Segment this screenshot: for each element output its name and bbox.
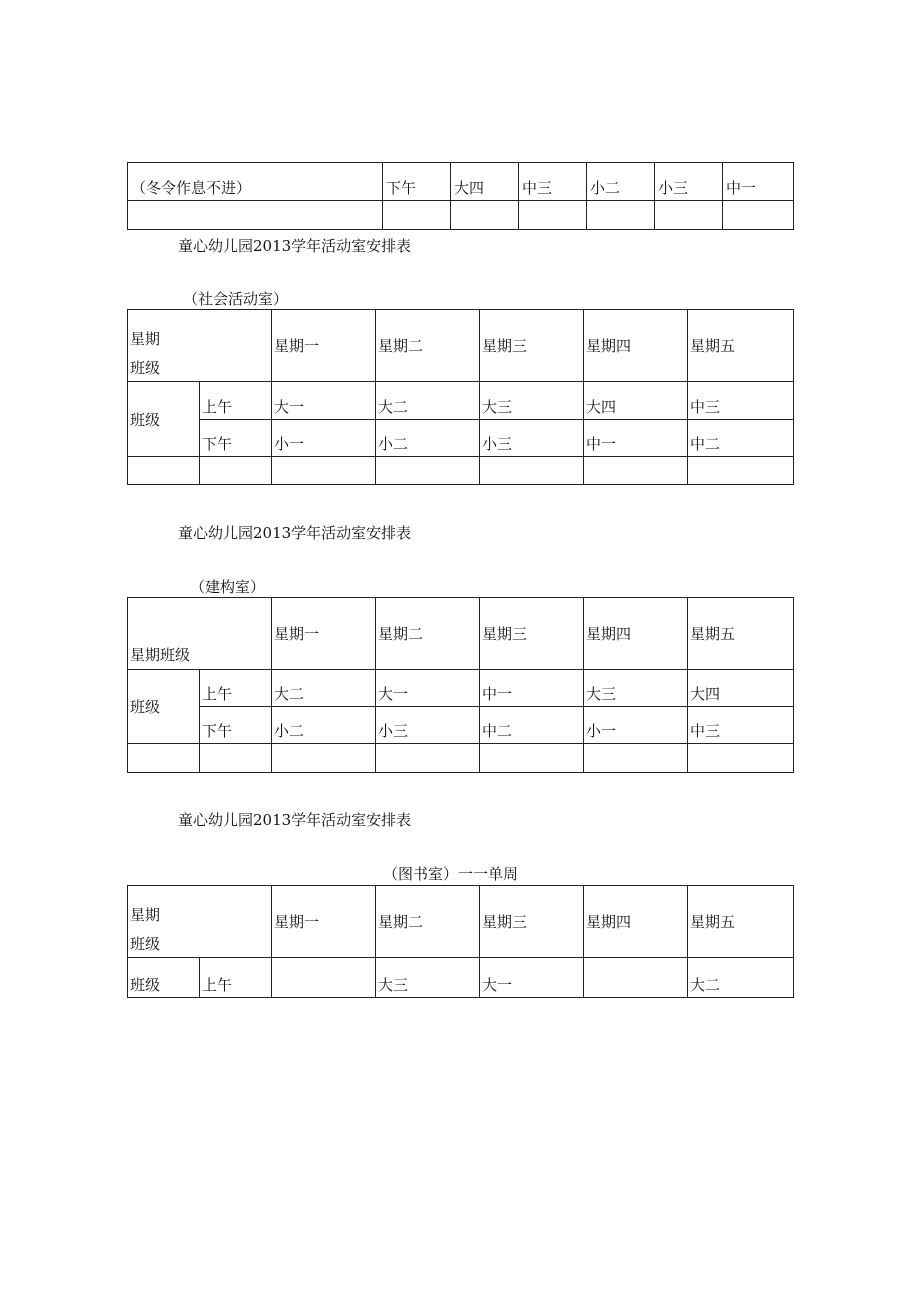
schedule-cell: 大四 bbox=[584, 382, 688, 420]
day-header: 星期四 bbox=[584, 598, 688, 670]
empty-cell bbox=[128, 744, 200, 773]
social-room-schedule-table bbox=[127, 309, 794, 485]
schedule-cell: 中二 bbox=[480, 707, 584, 744]
morning-label: 上午 bbox=[200, 382, 272, 420]
schedule-cell: 中三 bbox=[688, 382, 794, 420]
class-group-label: 班级 bbox=[128, 958, 200, 998]
room-title: （社会活动室） bbox=[183, 290, 289, 308]
schedule-cell: 大一 bbox=[272, 382, 376, 420]
afternoon-label: 下午 bbox=[200, 707, 272, 744]
empty-cell bbox=[451, 201, 519, 230]
table-corner-header bbox=[128, 310, 272, 382]
morning-label: 上午 bbox=[200, 670, 272, 707]
empty-cell bbox=[688, 457, 794, 485]
empty-cell bbox=[383, 201, 451, 230]
day-header: 星期二 bbox=[376, 598, 480, 670]
schedule-cell: 大一 bbox=[480, 958, 584, 998]
schedule-title: 童心幼儿园2013学年活动室安排表 bbox=[178, 237, 412, 255]
class-cell: 大四 bbox=[451, 163, 519, 201]
schedule-cell: 大三 bbox=[584, 670, 688, 707]
schedule-cell: 大三 bbox=[376, 958, 480, 998]
day-header: 星期五 bbox=[688, 598, 794, 670]
schedule-cell: 小二 bbox=[272, 707, 376, 744]
day-header: 星期三 bbox=[480, 886, 584, 958]
empty-cell bbox=[128, 201, 383, 230]
class-cell: 小二 bbox=[587, 163, 655, 201]
schedule-cell: 中二 bbox=[688, 420, 794, 457]
day-header: 星期五 bbox=[688, 886, 794, 958]
schedule-cell: 小三 bbox=[480, 420, 584, 457]
schedule-cell: 中一 bbox=[584, 420, 688, 457]
corner-weekday-label: 星期 bbox=[130, 905, 161, 924]
room-title: （图书室）一一单周 bbox=[383, 865, 519, 883]
schedule-cell: 小二 bbox=[376, 420, 480, 457]
day-header: 星期一 bbox=[272, 886, 376, 958]
construction-room-schedule-table bbox=[127, 597, 794, 773]
day-header: 星期二 bbox=[376, 310, 480, 382]
empty-cell bbox=[519, 201, 587, 230]
corner-weekday-label: 星期 bbox=[130, 329, 161, 348]
table-corner-header bbox=[128, 886, 272, 958]
empty-cell bbox=[723, 201, 794, 230]
table-corner-header: 星期班级 bbox=[128, 598, 272, 670]
period-cell: 下午 bbox=[383, 163, 451, 201]
empty-cell bbox=[587, 201, 655, 230]
class-cell: 小三 bbox=[655, 163, 723, 201]
corner-class-label: 班级 bbox=[130, 934, 161, 953]
empty-cell bbox=[480, 457, 584, 485]
schedule-cell bbox=[272, 958, 376, 998]
day-header: 星期三 bbox=[480, 310, 584, 382]
day-header: 星期四 bbox=[584, 886, 688, 958]
schedule-cell: 大二 bbox=[688, 958, 794, 998]
afternoon-label: 下午 bbox=[200, 420, 272, 457]
class-group-label: 班级 bbox=[128, 382, 200, 457]
empty-cell bbox=[584, 457, 688, 485]
schedule-cell: 中三 bbox=[688, 707, 794, 744]
empty-cell bbox=[655, 201, 723, 230]
empty-cell bbox=[200, 457, 272, 485]
schedule-title: 童心幼儿园2013学年活动室安排表 bbox=[178, 524, 412, 542]
schedule-cell: 大四 bbox=[688, 670, 794, 707]
empty-cell bbox=[272, 457, 376, 485]
schedule-cell: 小三 bbox=[376, 707, 480, 744]
class-cell: 中一 bbox=[723, 163, 794, 201]
class-cell: 中三 bbox=[519, 163, 587, 201]
empty-cell bbox=[376, 744, 480, 773]
empty-cell bbox=[200, 744, 272, 773]
empty-cell bbox=[688, 744, 794, 773]
day-header: 星期五 bbox=[688, 310, 794, 382]
schedule-cell: 小一 bbox=[584, 707, 688, 744]
empty-cell bbox=[376, 457, 480, 485]
day-header: 星期四 bbox=[584, 310, 688, 382]
morning-label: 上午 bbox=[200, 958, 272, 998]
corner-class-label: 班级 bbox=[130, 358, 161, 377]
schedule-cell: 大二 bbox=[376, 382, 480, 420]
empty-cell bbox=[272, 744, 376, 773]
winter-schedule-fragment-table bbox=[127, 162, 794, 230]
empty-cell bbox=[480, 744, 584, 773]
class-group-label: 班级 bbox=[128, 670, 200, 744]
day-header: 星期二 bbox=[376, 886, 480, 958]
library-schedule-table bbox=[127, 885, 794, 998]
schedule-title: 童心幼儿园2013学年活动室安排表 bbox=[178, 811, 412, 829]
schedule-cell: 中一 bbox=[480, 670, 584, 707]
schedule-cell: 小一 bbox=[272, 420, 376, 457]
day-header: 星期三 bbox=[480, 598, 584, 670]
empty-cell bbox=[128, 457, 200, 485]
schedule-cell: 大三 bbox=[480, 382, 584, 420]
winter-note-cell: （冬令作息不进） bbox=[128, 163, 383, 201]
schedule-cell: 大一 bbox=[376, 670, 480, 707]
day-header: 星期一 bbox=[272, 310, 376, 382]
day-header: 星期一 bbox=[272, 598, 376, 670]
room-title: （建构室） bbox=[190, 578, 266, 596]
schedule-cell bbox=[584, 958, 688, 998]
empty-cell bbox=[584, 744, 688, 773]
schedule-cell: 大二 bbox=[272, 670, 376, 707]
